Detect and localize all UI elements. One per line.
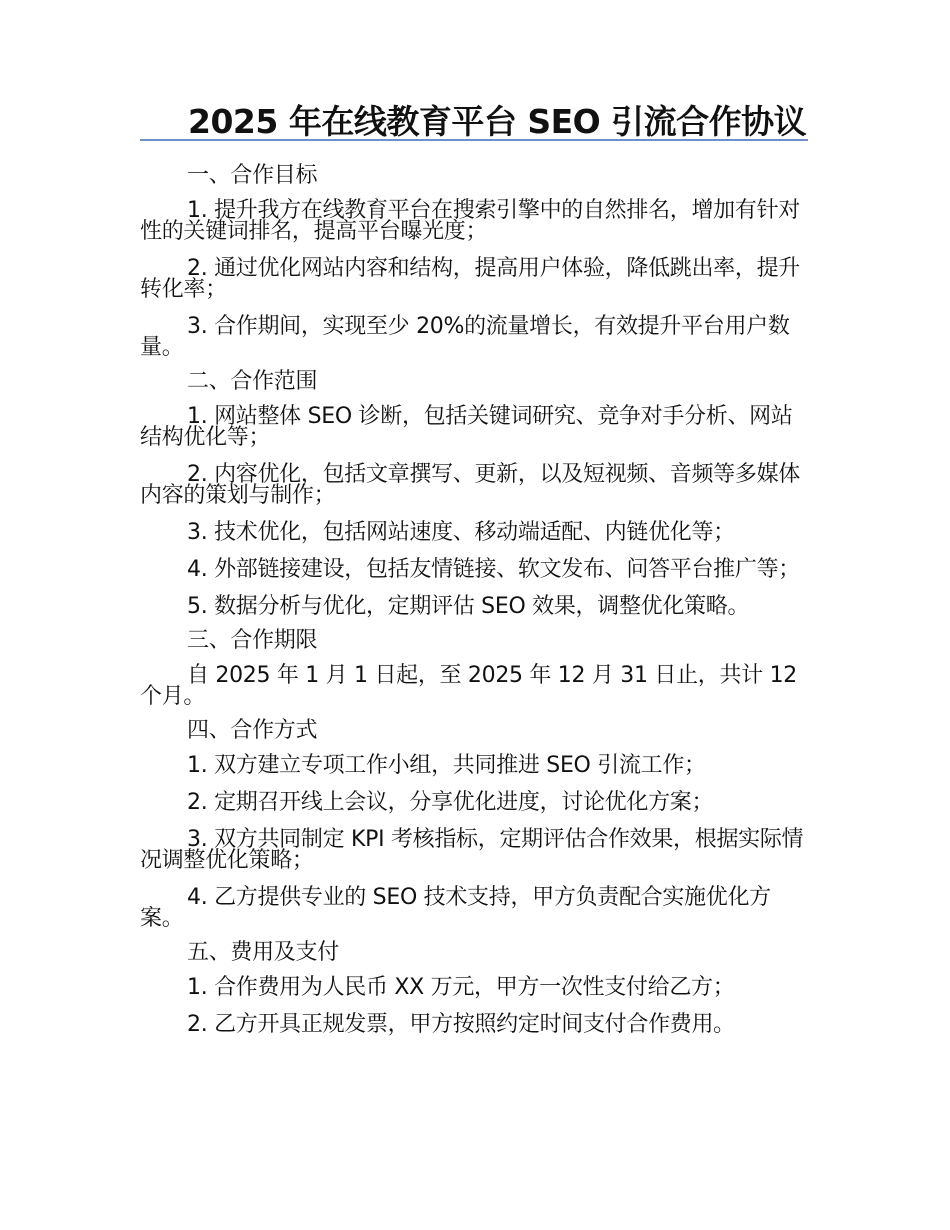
- term-item-1: 自 2025 年 1 月 1 日起，至 2025 年 12 月 31 日止，共计 12 个月。: [140, 663, 797, 709]
- method-item-2: 2. 定期召开线上会议，分享优化进度，讨论优化方案；: [187, 790, 714, 815]
- goals-item-3: 3. 合作期间，实现至少 20%的流量增长，有效提升平台用户数量。: [140, 314, 790, 360]
- scope-item-5: 5. 数据分析与优化，定期评估 SEO 效果，调整优化策略。: [187, 594, 750, 619]
- fees-item-2: 2. 乙方开具正规发票，甲方按照约定时间支付合作费用。: [187, 1012, 735, 1037]
- section-heading-fees: 五、费用及支付: [187, 940, 339, 965]
- section-heading-method: 四、合作方式: [187, 718, 318, 743]
- section-heading-goals: 一、合作目标: [187, 163, 318, 188]
- method-item-4: 4. 乙方提供专业的 SEO 技术支持，甲方负责配合实施优化方案。: [140, 885, 771, 931]
- title-underline: [140, 139, 808, 141]
- goals-item-1: 1. 提升我方在线教育平台在搜索引擎中的自然排名，增加有针对性的关键词排名，提高平台曝光度；: [140, 198, 800, 244]
- document-title: 2025 年在线教育平台 SEO 引流合作协议: [188, 102, 807, 141]
- method-item-3: 3. 双方共同制定 KPI 考核指标，定期评估合作效果，根据实际情况调整优化策略；: [140, 827, 804, 873]
- fees-item-1: 1. 合作费用为人民币 XX 万元，甲方一次性支付给乙方；: [187, 975, 735, 1000]
- goals-item-2: 2. 通过优化网站内容和结构，提高用户体验，降低跳出率，提升转化率；: [140, 256, 800, 302]
- scope-item-2: 2. 内容优化，包括文章撰写、更新，以及短视频、音频等多媒体内容的策划与制作；: [140, 462, 800, 508]
- section-heading-scope: 二、合作范围: [187, 369, 318, 394]
- scope-item-3: 3. 技术优化，包括网站速度、移动端适配、内链优化等；: [187, 520, 735, 545]
- scope-item-4: 4. 外部链接建设，包括友情链接、软文发布、问答平台推广等；: [187, 557, 800, 582]
- method-item-1: 1. 双方建立专项工作小组，共同推进 SEO 引流工作；: [187, 753, 706, 778]
- document-body: [140, 160, 812, 1043]
- section-heading-term: 三、合作期限: [187, 628, 318, 653]
- scope-item-1: 1. 网站整体 SEO 诊断，包括关键词研究、竞争对手分析、网站结构优化等；: [140, 404, 793, 450]
